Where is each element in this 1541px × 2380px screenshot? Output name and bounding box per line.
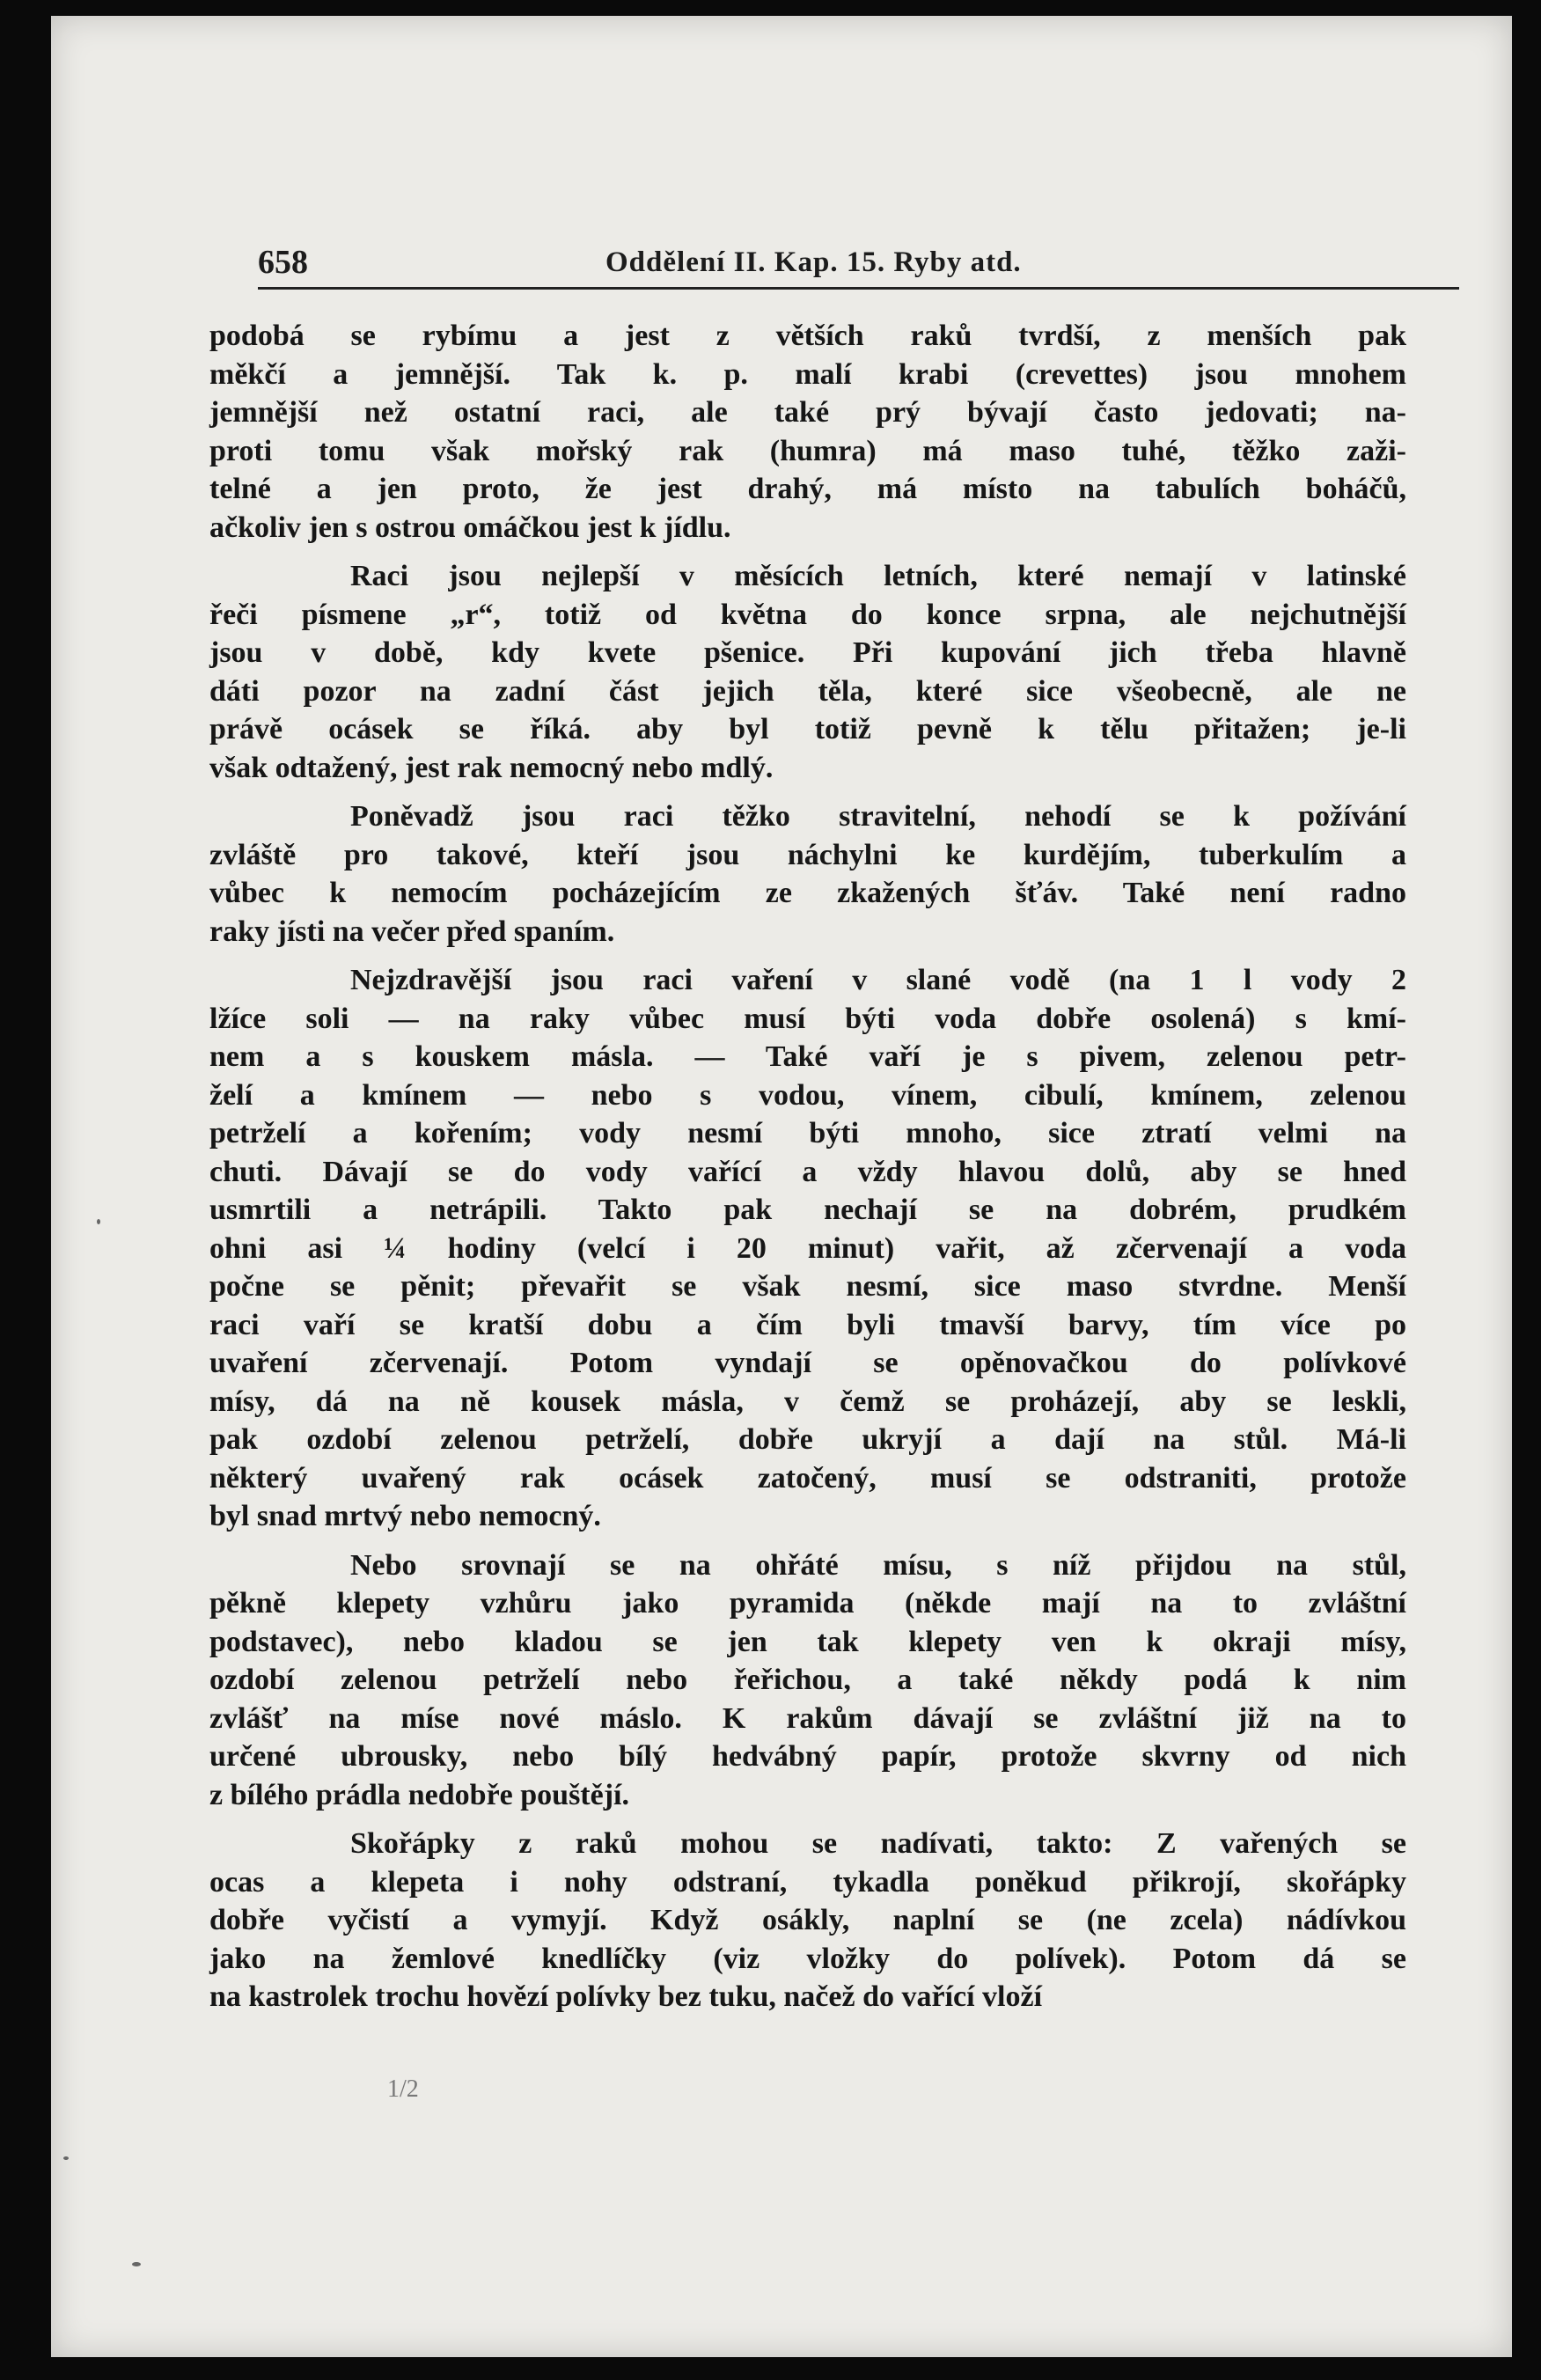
text-line: lžíce soli — na raky vůbec musí býti voda dobře osolená) s kmí- xyxy=(209,1002,1406,1035)
text-line: ačkoliv jen s ostrou omáčkou jest k jídlu. xyxy=(209,511,731,544)
page-header xyxy=(258,234,1459,290)
text-line: Nejzdravější jsou raci vaření v slané vodě (na 1 l vody 2 xyxy=(350,964,1406,996)
text-line: mísy, dá na ně kousek másla, v čemž se proházejí, aby se leskli, xyxy=(209,1385,1406,1418)
text-line: dobře vyčistí a vymyjí. Když osákly, naplní se (ne zcela) nádívkou xyxy=(209,1904,1406,1936)
paragraph xyxy=(209,961,1406,1536)
text-line: byl snad mrtvý nebo nemocný. xyxy=(209,1500,601,1532)
text-line: Raci jsou nejlepší v měsících letních, které nemají v latinské xyxy=(350,560,1406,592)
text-line: řeči písmene „r“, totiž od května do konce srpna, ale nejchutnější xyxy=(209,598,1406,631)
text-line: proti tomu však mořský rak (humra) má maso tuhé, těžko zaži- xyxy=(209,434,1406,467)
text-line: podstavec), nebo kladou se jen tak klepety ven k okraji mísy, xyxy=(209,1625,1406,1658)
text-line: však odtažený, jest rak nemocný nebo mdlý. xyxy=(209,751,774,784)
text-line: ozdobí zelenou petrželí nebo řeřichou, a také někdy podá k nim xyxy=(209,1664,1406,1696)
text-line: vůbec k nemocím pocházejícím ze zkažených šťáv. Také není radno xyxy=(209,877,1406,909)
text-line: měkčí a jemnější. Tak k. p. malí krabi (crevettes) jsou mnohem xyxy=(209,357,1406,391)
running-head: Oddělení II. Kap. 15. Ryby atd. xyxy=(605,246,1022,278)
text-line: jsou v době, kdy kvete pšenice. Při kupování jich třeba hlavně xyxy=(209,636,1406,669)
paragraph xyxy=(209,1546,1406,1815)
text-line: na kastrolek trochu hovězí polívky bez tuku, načež do vařící vloží xyxy=(209,1980,1043,2013)
page-speck xyxy=(63,2156,69,2160)
text-line: některý uvařený rak ocásek zatočený, musí se odstraniti, protože xyxy=(209,1461,1406,1495)
text-line: podobá se rybímu a jest z větších raků tvrdší, z menších pak xyxy=(209,320,1406,352)
text-line: počne se pěnit; převařit se však nesmí, sice maso stvrdne. Menší xyxy=(209,1270,1406,1303)
page-speck xyxy=(132,2262,141,2266)
paragraph xyxy=(209,797,1406,951)
text-line: želí a kmínem — nebo s vodou, vínem, cibulí, kmínem, zelenou xyxy=(209,1078,1406,1112)
text-line: určené ubrousky, nebo bílý hedvábný papír, protože skvrny od nich xyxy=(209,1740,1406,1773)
paragraph xyxy=(209,317,1406,547)
text-line: ocas a klepeta i nohy odstraní, tykadla poněkud přikrojí, skořápky xyxy=(209,1865,1406,1899)
text-line: Nebo srovnají se na ohřáté mísu, s níž přijdou na stůl, xyxy=(350,1548,1406,1582)
text-line: jemnější než ostatní raci, ale také prý bývají často jedovati; na- xyxy=(209,396,1406,429)
text-line: jako na žemlové knedlíčky (viz vložky do polívek). Potom dá se xyxy=(209,1942,1406,1975)
text-line: uvaření zčervenají. Potom vyndají se opěnovačkou do polívkové xyxy=(209,1347,1406,1379)
text-line: pak ozdobí zelenou petrželí, dobře ukryjí a dají na stůl. Má-li xyxy=(209,1423,1406,1456)
text-line: telné a jen proto, že jest drahý, má místo na tabulích boháčů, xyxy=(209,473,1406,505)
page-number: 658 xyxy=(258,244,308,281)
text-line: raci vaří se kratší dobu a čím byli tmavší barvy, tím více po xyxy=(209,1308,1406,1341)
text-line: zvlášť na míse nové máslo. K rakům dávají se zvláštní již na to xyxy=(209,1701,1406,1735)
text-line: pěkně klepety vzhůru jako pyramida (někde mají na to zvláštní xyxy=(209,1587,1406,1620)
text-line: usmrtili a netrápili. Takto pak nechají se na dobrém, prudkém xyxy=(209,1194,1406,1226)
text-line: zvláště pro takové, kteří jsou náchylni ke kurdějím, tuberkulím a xyxy=(209,838,1406,871)
text-line: právě ocásek se říká. aby byl totiž pevně k tělu přitažen; je-li xyxy=(209,713,1406,746)
text-line: chuti. Dávají se do vody vařící a vždy hlavou dolů, aby se hned xyxy=(209,1155,1406,1188)
text-line: raky jísti na večer před spaním. xyxy=(209,915,615,948)
text-line: Poněvadž jsou raci těžko stravitelní, nehodí se k požívání xyxy=(350,800,1406,833)
text-line: dáti pozor na zadní část jejich těla, které sice všeobecně, ale ne xyxy=(209,674,1406,708)
paragraph xyxy=(209,557,1406,787)
page-speck xyxy=(97,1219,100,1224)
text-line: Skořápky z raků mohou se nadívati, takto: Z vařených se xyxy=(350,1827,1406,1860)
text-line: ohni asi ¼ hodiny (velcí i 20 minut) vařit, až zčervenají a voda xyxy=(209,1231,1406,1265)
cut-off-fragment: 1/2 xyxy=(387,2075,419,2103)
text-line: z bílého prádla nedobře pouštějí. xyxy=(209,1778,629,1811)
body-text xyxy=(209,317,1406,2016)
text-line: nem a s kouskem másla. — Také vaří je s pivem, zelenou petr- xyxy=(209,1040,1406,1073)
paragraph xyxy=(209,1825,1406,2016)
text-line: petrželí a kořením; vody nesmí býti mnoho, sice ztratí velmi na xyxy=(209,1117,1406,1150)
